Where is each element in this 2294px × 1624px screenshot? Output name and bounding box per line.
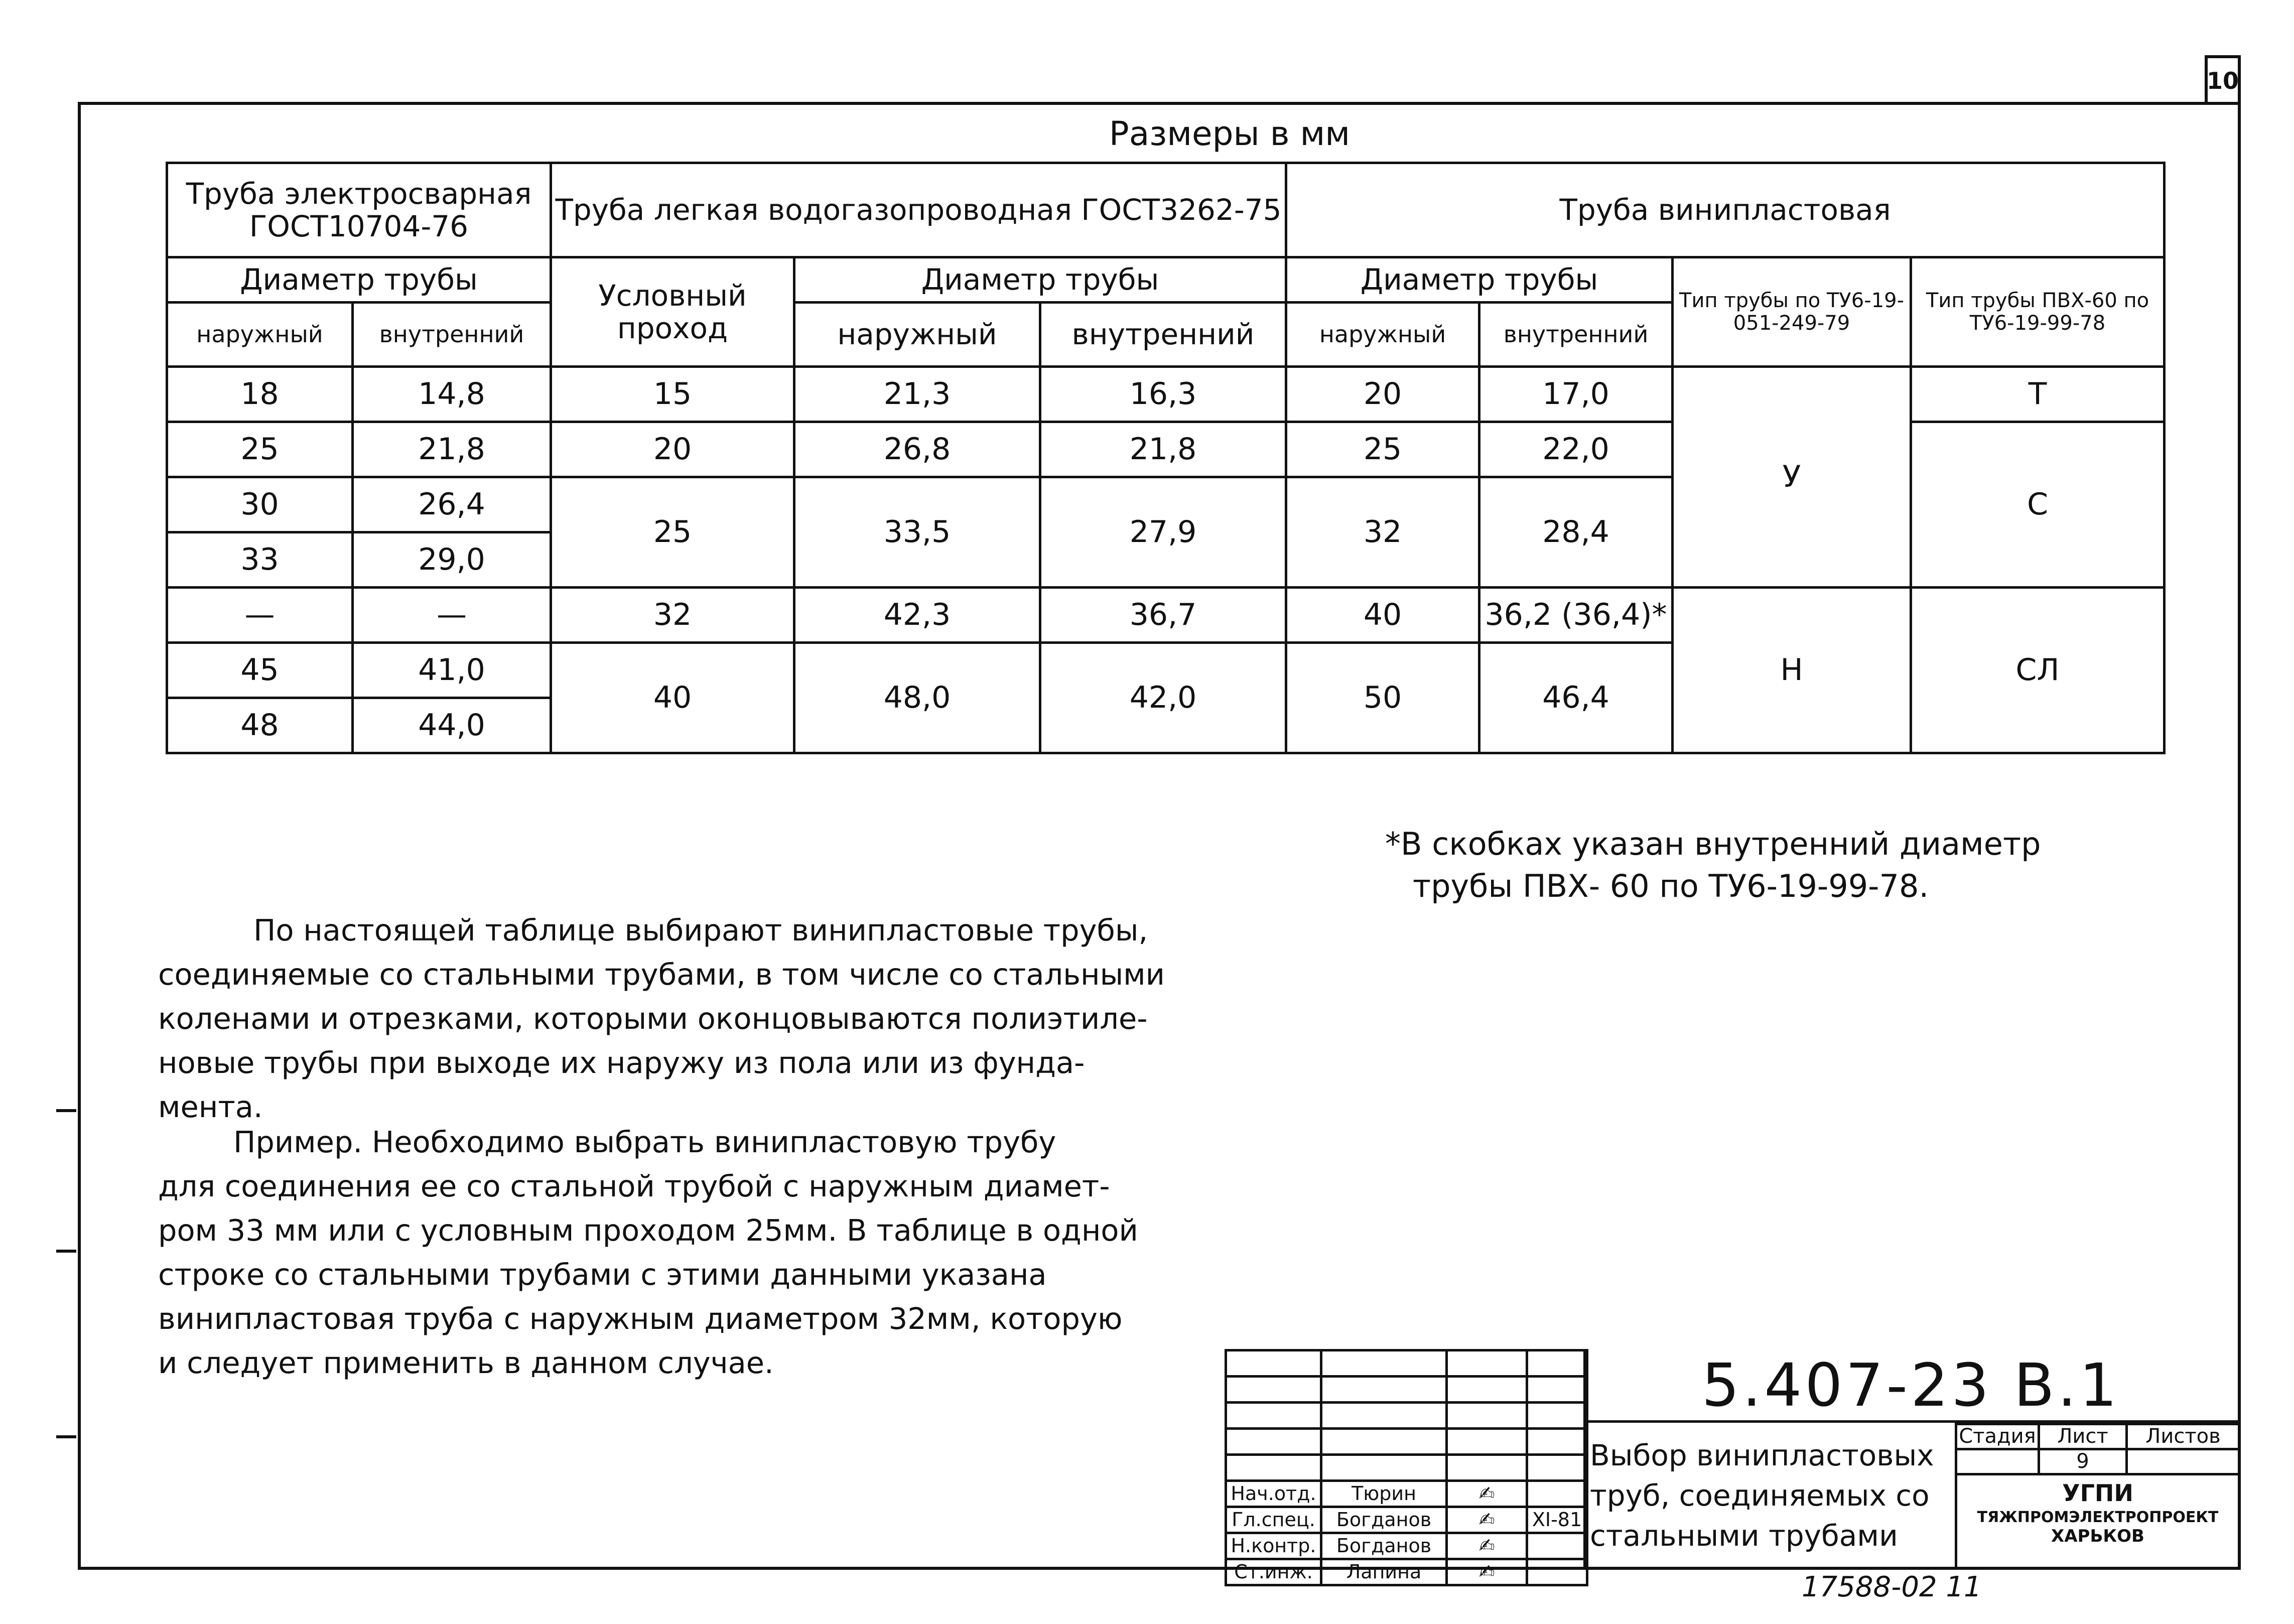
electro-outer-2: 25: [167, 422, 353, 477]
paragraph-selection: [158, 908, 1165, 1129]
vinyl-outer-1: 20: [1286, 367, 1479, 422]
organization: [1955, 1475, 2238, 1570]
sheet-header: Лист: [2039, 1424, 2127, 1449]
header-vinyl-inner: внутренний: [1479, 303, 1673, 367]
pipe-table: [166, 162, 2166, 754]
vinyl-inner-4: 36,2 (36,4)*: [1479, 588, 1673, 643]
light-nominal-1: 15: [551, 367, 794, 422]
footnote-line: *В скобках указан внутренний диаметр: [1385, 826, 2041, 862]
role-senior-eng: Ст.инж.: [1226, 1559, 1321, 1585]
signature: ✍: [1447, 1533, 1527, 1559]
light-inner-3: 27,9: [1040, 477, 1286, 588]
electro-inner-7: 44,0: [353, 698, 551, 753]
org-city: ХАРЬКОВ: [2051, 1526, 2144, 1546]
name-senior-eng: Лапина: [1321, 1559, 1447, 1585]
type1-value-2: Н: [1673, 588, 1911, 753]
electro-inner-1: 14,8: [353, 367, 551, 422]
org-full: ТЯЖПРОМЭЛЕКТРОПРОЕКТ: [1977, 1509, 2219, 1526]
role-chief-spec: Гл.спец.: [1226, 1507, 1321, 1533]
electro-inner-6: 41,0: [353, 643, 551, 698]
role-head: Нач.отд.: [1226, 1481, 1321, 1507]
paragraph-line: По настоящей таблице выбирают винипластовые трубы,: [253, 913, 1148, 948]
type2-value-3: СЛ: [1911, 588, 2165, 753]
vinyl-outer-3: 32: [1286, 477, 1479, 588]
electro-outer-3: 30: [167, 477, 353, 532]
name-chief-spec: Богданов: [1321, 1507, 1447, 1533]
paragraph-line: соединяемые со стальными трубами, в том числе со стальными: [158, 957, 1165, 992]
sheet-info: [1955, 1423, 2241, 1475]
vinyl-outer-5: 50: [1286, 643, 1479, 753]
paragraph-line: строке со стальными трубами с этими данными указана: [158, 1257, 1047, 1292]
light-nominal-3: 25: [551, 477, 794, 588]
vinyl-outer-4: 40: [1286, 588, 1479, 643]
electro-outer-4: 33: [167, 532, 353, 588]
light-inner-4: 36,7: [1040, 588, 1286, 643]
header-electro-diam: Диаметр трубы: [167, 257, 551, 303]
drawing-title: [1590, 1435, 1951, 1556]
electro-inner-3: 26,4: [353, 477, 551, 532]
paragraph-line: винипластовая труба с наружным диаметром 32мм, которую: [158, 1301, 1123, 1336]
light-nominal-4: 32: [551, 588, 794, 643]
header-vinyl-outer: наружный: [1286, 303, 1479, 367]
paragraph-line: мента.: [158, 1090, 263, 1124]
header-light: Труба легкая водогазопроводная ГОСТ3262-75: [551, 163, 1286, 257]
header-nominal: Условный проход: [551, 257, 794, 367]
light-outer-1: 21,3: [794, 367, 1040, 422]
sheets-header: Листов: [2127, 1424, 2240, 1449]
header-electro: Труба электросварная ГОСТ10704-76: [167, 163, 551, 257]
vinyl-inner-3: 28,4: [1479, 477, 1673, 588]
electro-inner-5: —: [353, 588, 551, 643]
paragraph-line: для соединения ее со стальной трубой с наружным диамет-: [158, 1169, 1110, 1203]
units-caption: Размеры в мм: [1109, 114, 1351, 153]
margin-tick: [56, 1109, 76, 1112]
title-line: труб, соединяемых со: [1590, 1478, 1930, 1513]
footnote: [1385, 823, 2041, 907]
stamp-signatures: [1225, 1349, 1588, 1586]
margin-tick: [56, 1435, 76, 1438]
light-inner-1: 16,3: [1040, 367, 1286, 422]
stamp-date: XI-81: [1527, 1507, 1587, 1533]
margin-tick: [56, 1250, 76, 1253]
title-line: стальными трубами: [1590, 1519, 1898, 1553]
type2-value-2: С: [1911, 422, 2165, 588]
vinyl-outer-2: 25: [1286, 422, 1479, 477]
type2-value-1: Т: [1911, 367, 2165, 422]
org-short: УГПИ: [2062, 1479, 2133, 1507]
paragraph-example: [158, 1120, 1138, 1385]
electro-outer-6: 45: [167, 643, 353, 698]
paragraph-line: Пример. Необходимо выбрать винипластовую трубу: [233, 1125, 1056, 1159]
stage-header: Стадия: [1956, 1424, 2039, 1449]
light-outer-3: 33,5: [794, 477, 1040, 588]
role-norm-control: Н.контр.: [1226, 1533, 1321, 1559]
header-type2: Тип трубы ПВХ-60 по ТУ6-19-99-78: [1911, 257, 2165, 367]
signature: ✍: [1447, 1559, 1527, 1585]
title-line: Выбор винипластовых: [1590, 1438, 1934, 1472]
signature: ✍: [1447, 1481, 1527, 1507]
page-number: 10: [2205, 55, 2241, 103]
header-type1: Тип трубы по ТУ6-19-051-249-79: [1673, 257, 1911, 367]
header-light-outer: наружный: [794, 303, 1040, 367]
header-electro-outer: наружный: [167, 303, 353, 367]
vinyl-inner-1: 17,0: [1479, 367, 1673, 422]
paragraph-line: коленами и отрезками, которыми оконцовываются полиэтиле-: [158, 1001, 1148, 1036]
paragraph-line: и следует применить в данном случае.: [158, 1345, 774, 1380]
header-electro-inner: внутренний: [353, 303, 551, 367]
header-vinyl-diam: Диаметр трубы: [1286, 257, 1673, 303]
vinyl-inner-5: 46,4: [1479, 643, 1673, 753]
electro-outer-1: 18: [167, 367, 353, 422]
light-inner-2: 21,8: [1040, 422, 1286, 477]
vinyl-inner-2: 22,0: [1479, 422, 1673, 477]
header-vinyl: Труба винипластовая: [1286, 163, 2165, 257]
light-outer-5: 48,0: [794, 643, 1040, 753]
type1-value-1: У: [1673, 367, 1911, 588]
sheet-number: 9: [2039, 1449, 2127, 1474]
name-norm-control: Богданов: [1321, 1533, 1447, 1559]
light-outer-2: 26,8: [794, 422, 1040, 477]
name-head: Тюрин: [1321, 1481, 1447, 1507]
archive-number: 17588-02 11: [1802, 1571, 1982, 1603]
header-light-diam: Диаметр трубы: [794, 257, 1286, 303]
light-nominal-5: 40: [551, 643, 794, 753]
electro-outer-7: 48: [167, 698, 353, 753]
electro-inner-2: 21,8: [353, 422, 551, 477]
electro-inner-4: 29,0: [353, 532, 551, 588]
electro-outer-5: —: [167, 588, 353, 643]
light-inner-5: 42,0: [1040, 643, 1286, 753]
footnote-line: трубы ПВХ- 60 по ТУ6-19-99-78.: [1413, 868, 1929, 904]
paragraph-line: новые трубы при выходе их наружу из пола или из фунда-: [158, 1045, 1085, 1080]
light-outer-4: 42,3: [794, 588, 1040, 643]
paragraph-line: ром 33 мм или с условным проходом 25мм. В таблице в одной: [158, 1213, 1138, 1248]
document-code: 5.407-23 В.1: [1583, 1350, 2238, 1423]
signature: ✍: [1447, 1507, 1527, 1533]
header-light-inner: внутренний: [1040, 303, 1286, 367]
light-nominal-2: 20: [551, 422, 794, 477]
